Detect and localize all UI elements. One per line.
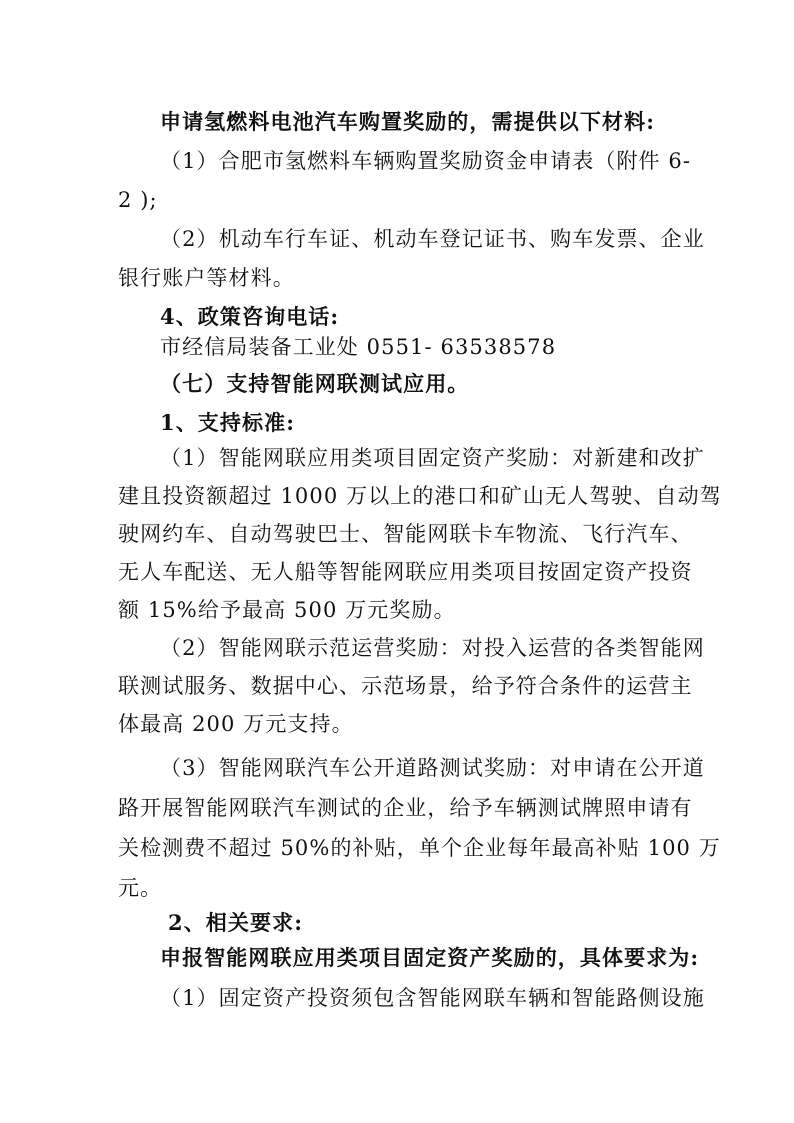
paragraph-line: 2 ); xyxy=(118,188,158,212)
paragraph-line: 额 15%给予最高 500 万元奖励。 xyxy=(118,598,456,622)
paragraph-line: 建且投资额超过 1000 万以上的港口和矿山无人驾驶、自动驾 xyxy=(118,484,722,508)
paragraph-line: （2）智能网联示范运营奖励：对投入运营的各类智能网 xyxy=(160,636,705,660)
paragraph-line: 关检测费不超过 50%的补贴，单个企业每年最高补贴 100 万 xyxy=(118,836,721,860)
paragraph-line: 无人车配送、无人船等智能网联应用类项目按固定资产投资 xyxy=(118,560,693,584)
heading-support-standard: 1、支持标准: xyxy=(160,410,296,435)
paragraph-line: 驶网约车、自动驾驶巴士、智能网联卡车物流、飞行汽车、 xyxy=(118,522,693,546)
contact-line: 市经信局装备工业处 0551- 63538578 xyxy=(160,335,557,359)
section-heading-7: （七）支持智能网联测试应用。 xyxy=(160,371,470,396)
paragraph-line: （1）智能网联应用类项目固定资产奖励：对新建和改扩 xyxy=(160,446,705,470)
paragraph-line: 元。 xyxy=(118,876,163,900)
paragraph-line: 体最高 200 万元支持。 xyxy=(118,712,354,736)
paragraph-line: （2）机动车行车证、机动车登记证书、购车发票、企业 xyxy=(160,227,705,251)
paragraph-line: 路开展智能网联汽车测试的企业，给予车辆测试牌照申请有 xyxy=(118,796,693,820)
heading-hydrogen-materials: 申请氢燃料电池汽车购置奖励的，需提供以下材料: xyxy=(160,109,656,134)
paragraph-line: 银行账户等材料。 xyxy=(118,266,295,290)
paragraph-line: （1）固定资产投资须包含智能网联车辆和智能路侧设施 xyxy=(160,986,705,1010)
paragraph-line: （3）智能网联汽车公开道路测试奖励：对申请在公开道 xyxy=(160,756,705,780)
paragraph-line: 联测试服务、数据中心、示范场景，给予符合条件的运营主 xyxy=(118,674,693,698)
paragraph-line: （1）合肥市氢燃料车辆购置奖励资金申请表（附件 6- xyxy=(160,149,692,173)
heading-related-requirements: 2、相关要求: xyxy=(168,910,304,935)
heading-policy-hotline: 4、政策咨询电话: xyxy=(160,304,340,329)
heading-fixed-asset-requirements: 申报智能网联应用类项目固定资产奖励的，具体要求为: xyxy=(160,945,700,970)
